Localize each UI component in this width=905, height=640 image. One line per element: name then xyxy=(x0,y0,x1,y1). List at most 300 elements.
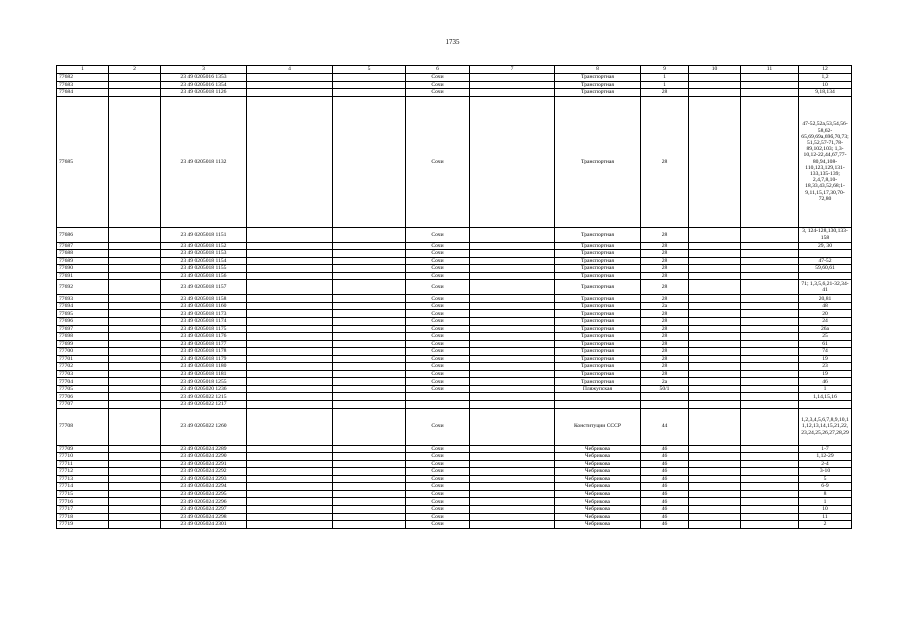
table-row xyxy=(57,348,852,356)
cell-col-5 xyxy=(333,513,406,521)
cell-col-10 xyxy=(689,401,741,409)
cell-col-9: 28 xyxy=(641,250,689,258)
cell-col-1: 77698 xyxy=(57,333,109,341)
cell-col-1: 77696 xyxy=(57,318,109,326)
cell-col-7 xyxy=(470,295,555,303)
cell-col-7 xyxy=(470,355,555,363)
cell-col-9: 44 xyxy=(641,408,689,445)
table-row xyxy=(57,310,852,318)
cell-col-11 xyxy=(741,393,799,401)
cell-col-7 xyxy=(470,468,555,476)
cell-col-9: 46 xyxy=(641,521,689,529)
cell-col-1: 77716 xyxy=(57,498,109,506)
cell-col-9: 28 xyxy=(641,96,689,227)
cell-col-11 xyxy=(741,310,799,318)
cell-col-2 xyxy=(109,468,161,476)
cell-col-7 xyxy=(470,460,555,468)
cell-col-8 xyxy=(555,393,641,401)
cell-col-10 xyxy=(689,505,741,513)
cell-col-8: Чебрикова xyxy=(555,453,641,461)
cell-col-12: 71; 1,3,5,6,21-32,34-41 xyxy=(799,280,852,295)
column-header: 4 xyxy=(247,66,333,74)
cell-col-9: 46 xyxy=(641,498,689,506)
cell-col-10 xyxy=(689,408,741,445)
cell-col-6: Сочи xyxy=(406,257,470,265)
cell-col-11 xyxy=(741,272,799,280)
cell-col-5 xyxy=(333,453,406,461)
cell-col-10 xyxy=(689,310,741,318)
cell-col-11 xyxy=(741,318,799,326)
cell-col-6: Сочи xyxy=(406,521,470,529)
table-row xyxy=(57,81,852,89)
cell-col-12: 48 xyxy=(799,302,852,310)
cell-col-12: 20 xyxy=(799,310,852,318)
cell-col-5 xyxy=(333,257,406,265)
cell-col-4 xyxy=(247,498,333,506)
cell-col-12: 19 xyxy=(799,355,852,363)
cell-col-2 xyxy=(109,453,161,461)
cell-col-2 xyxy=(109,355,161,363)
cell-col-6: Сочи xyxy=(406,505,470,513)
cell-col-1: 77685 xyxy=(57,96,109,227)
cell-col-2 xyxy=(109,333,161,341)
cell-col-8: Транспортная xyxy=(555,96,641,227)
table-row xyxy=(57,318,852,326)
cell-col-11 xyxy=(741,280,799,295)
cell-col-4 xyxy=(247,280,333,295)
cell-col-6: Сочи xyxy=(406,325,470,333)
cell-col-2 xyxy=(109,385,161,393)
cell-col-1: 77699 xyxy=(57,340,109,348)
cell-col-10 xyxy=(689,257,741,265)
cell-col-7 xyxy=(470,445,555,453)
column-header: 5 xyxy=(333,66,406,74)
cell-col-4 xyxy=(247,318,333,326)
cell-col-2 xyxy=(109,460,161,468)
cell-col-12: 74 xyxy=(799,348,852,356)
table-row xyxy=(57,468,852,476)
cell-col-7 xyxy=(470,250,555,258)
cell-col-10 xyxy=(689,81,741,89)
cell-col-10 xyxy=(689,378,741,386)
table-row xyxy=(57,333,852,341)
cell-col-5 xyxy=(333,348,406,356)
table-row xyxy=(57,340,852,348)
cell-col-8: Транспортная xyxy=(555,242,641,250)
cell-col-1: 77717 xyxy=(57,505,109,513)
cell-col-6: Сочи xyxy=(406,340,470,348)
cell-col-10 xyxy=(689,513,741,521)
cell-col-9: 28 xyxy=(641,363,689,371)
cell-col-9: 1 xyxy=(641,74,689,82)
cell-col-6: Сочи xyxy=(406,468,470,476)
cell-col-7 xyxy=(470,498,555,506)
cell-col-12: 59,60,61 xyxy=(799,265,852,273)
cell-col-6: Сочи xyxy=(406,378,470,386)
cell-col-1: 77703 xyxy=(57,370,109,378)
cell-col-6: Сочи xyxy=(406,363,470,371)
cell-col-11 xyxy=(741,385,799,393)
cell-col-12: 10 xyxy=(799,81,852,89)
cell-col-9: 28 xyxy=(641,325,689,333)
cell-col-5 xyxy=(333,265,406,273)
cell-col-7 xyxy=(470,505,555,513)
cell-col-3: 23 49 0205024 2296 xyxy=(161,498,247,506)
cell-col-5 xyxy=(333,475,406,483)
cell-col-5 xyxy=(333,355,406,363)
cell-col-3: 23 49 0205024 2301 xyxy=(161,521,247,529)
cell-col-4 xyxy=(247,250,333,258)
table-row xyxy=(57,490,852,498)
cell-col-2 xyxy=(109,401,161,409)
cell-col-12: 47-52 xyxy=(799,257,852,265)
cell-col-6: Сочи xyxy=(406,483,470,491)
cell-col-9: 28 xyxy=(641,340,689,348)
cell-col-11 xyxy=(741,333,799,341)
cell-col-12: 1,12-29 xyxy=(799,453,852,461)
cell-col-9: 46 xyxy=(641,483,689,491)
column-header: 1 xyxy=(57,66,109,74)
cell-col-9: 46 xyxy=(641,453,689,461)
cell-col-3: 23 49 0205018 1177 xyxy=(161,340,247,348)
cell-col-2 xyxy=(109,272,161,280)
table-row xyxy=(57,257,852,265)
cell-col-5 xyxy=(333,378,406,386)
cell-col-3: 23 49 0205018 1173 xyxy=(161,310,247,318)
cell-col-2 xyxy=(109,318,161,326)
cell-col-1: 77700 xyxy=(57,348,109,356)
cell-col-9: 2а xyxy=(641,378,689,386)
cell-col-8: Транспортная xyxy=(555,250,641,258)
cell-col-8: Транспортная xyxy=(555,265,641,273)
cell-col-2 xyxy=(109,74,161,82)
cell-col-9: 46 xyxy=(641,445,689,453)
cell-col-2 xyxy=(109,475,161,483)
cell-col-12: 1 xyxy=(799,498,852,506)
cell-col-4 xyxy=(247,333,333,341)
cell-col-4 xyxy=(247,385,333,393)
cell-col-3: 23 49 0205022 1260 xyxy=(161,408,247,445)
cell-col-10 xyxy=(689,96,741,227)
cell-col-11 xyxy=(741,340,799,348)
cell-col-2 xyxy=(109,302,161,310)
table-row xyxy=(57,453,852,461)
cell-col-9: 46 xyxy=(641,490,689,498)
cell-col-5 xyxy=(333,74,406,82)
column-header: 12 xyxy=(799,66,852,74)
cell-col-10 xyxy=(689,295,741,303)
cell-col-7 xyxy=(470,340,555,348)
cell-col-7 xyxy=(470,272,555,280)
cell-col-1: 77683 xyxy=(57,81,109,89)
cell-col-3: 23 49 0205018 1181 xyxy=(161,370,247,378)
cell-col-7 xyxy=(470,280,555,295)
cell-col-8: Транспортная xyxy=(555,325,641,333)
cell-col-2 xyxy=(109,513,161,521)
cell-col-5 xyxy=(333,370,406,378)
cell-col-12: 24 xyxy=(799,318,852,326)
cell-col-6: Сочи xyxy=(406,302,470,310)
cell-col-10 xyxy=(689,74,741,82)
column-header: 11 xyxy=(741,66,799,74)
cell-col-6 xyxy=(406,393,470,401)
address-register-table xyxy=(56,65,852,529)
cell-col-8: Чебрикова xyxy=(555,460,641,468)
cell-col-3: 23 49 0205018 1180 xyxy=(161,363,247,371)
cell-col-6: Сочи xyxy=(406,318,470,326)
cell-col-10 xyxy=(689,302,741,310)
cell-col-2 xyxy=(109,490,161,498)
cell-col-4 xyxy=(247,393,333,401)
cell-col-4 xyxy=(247,302,333,310)
cell-col-7 xyxy=(470,490,555,498)
cell-col-9: 46 xyxy=(641,468,689,476)
cell-col-10 xyxy=(689,250,741,258)
column-header: 2 xyxy=(109,66,161,74)
cell-col-9: 28 xyxy=(641,355,689,363)
cell-col-12: 2 xyxy=(799,521,852,529)
cell-col-10 xyxy=(689,325,741,333)
table-row xyxy=(57,355,852,363)
cell-col-4 xyxy=(247,265,333,273)
column-header: 10 xyxy=(689,66,741,74)
cell-col-2 xyxy=(109,498,161,506)
cell-col-1: 77709 xyxy=(57,445,109,453)
cell-col-11 xyxy=(741,81,799,89)
cell-col-5 xyxy=(333,460,406,468)
cell-col-6: Сочи xyxy=(406,385,470,393)
cell-col-3: 23 49 0205024 2293 xyxy=(161,475,247,483)
cell-col-1: 77712 xyxy=(57,468,109,476)
cell-col-4 xyxy=(247,325,333,333)
cell-col-8: Транспортная xyxy=(555,89,641,97)
cell-col-12: 3, 124-128,130,133-158 xyxy=(799,227,852,242)
table-row xyxy=(57,242,852,250)
cell-col-6: Сочи xyxy=(406,89,470,97)
cell-col-4 xyxy=(247,401,333,409)
cell-col-9: 28 xyxy=(641,370,689,378)
cell-col-1: 77702 xyxy=(57,363,109,371)
cell-col-4 xyxy=(247,227,333,242)
cell-col-7 xyxy=(470,333,555,341)
cell-col-2 xyxy=(109,393,161,401)
cell-col-4 xyxy=(247,295,333,303)
cell-col-6: Сочи xyxy=(406,96,470,227)
cell-col-5 xyxy=(333,401,406,409)
cell-col-5 xyxy=(333,227,406,242)
cell-col-3: 23 49 0205018 1126 xyxy=(161,89,247,97)
cell-col-10 xyxy=(689,333,741,341)
cell-col-5 xyxy=(333,490,406,498)
cell-col-3: 23 49 0205016 1353 xyxy=(161,74,247,82)
cell-col-2 xyxy=(109,370,161,378)
cell-col-3: 23 49 0205018 1179 xyxy=(161,355,247,363)
cell-col-7 xyxy=(470,408,555,445)
cell-col-9: 28 xyxy=(641,272,689,280)
cell-col-3: 23 49 0205020 1236 xyxy=(161,385,247,393)
cell-col-9: 46 xyxy=(641,505,689,513)
cell-col-11 xyxy=(741,227,799,242)
table-row xyxy=(57,74,852,82)
cell-col-12: 23 xyxy=(799,363,852,371)
cell-col-3: 23 49 0205018 1151 xyxy=(161,227,247,242)
cell-col-12: 1,2 xyxy=(799,74,852,82)
cell-col-4 xyxy=(247,483,333,491)
cell-col-3: 23 49 0205024 2297 xyxy=(161,505,247,513)
cell-col-3: 23 49 0205024 2291 xyxy=(161,460,247,468)
cell-col-11 xyxy=(741,378,799,386)
table-row xyxy=(57,521,852,529)
cell-col-7 xyxy=(470,81,555,89)
cell-col-9: 28 xyxy=(641,348,689,356)
cell-col-10 xyxy=(689,89,741,97)
cell-col-2 xyxy=(109,325,161,333)
cell-col-4 xyxy=(247,355,333,363)
cell-col-1: 77714 xyxy=(57,483,109,491)
cell-col-12: 1-7 xyxy=(799,445,852,453)
cell-col-3: 23 49 0205024 2295 xyxy=(161,490,247,498)
cell-col-9: 46 xyxy=(641,513,689,521)
cell-col-9: 1 xyxy=(641,81,689,89)
table-header-row xyxy=(57,66,852,74)
cell-col-5 xyxy=(333,302,406,310)
cell-col-10 xyxy=(689,265,741,273)
cell-col-6: Сочи xyxy=(406,475,470,483)
cell-col-7 xyxy=(470,348,555,356)
cell-col-11 xyxy=(741,453,799,461)
cell-col-4 xyxy=(247,348,333,356)
cell-col-7 xyxy=(470,385,555,393)
cell-col-1: 77691 xyxy=(57,272,109,280)
cell-col-8: Чебрикова xyxy=(555,490,641,498)
cell-col-2 xyxy=(109,483,161,491)
cell-col-6: Сочи xyxy=(406,460,470,468)
cell-col-1: 77694 xyxy=(57,302,109,310)
cell-col-2 xyxy=(109,227,161,242)
cell-col-3: 23 49 0205018 1155 xyxy=(161,265,247,273)
cell-col-12: 19 xyxy=(799,370,852,378)
cell-col-11 xyxy=(741,513,799,521)
cell-col-12: 1 xyxy=(799,385,852,393)
cell-col-8: Пляжупская xyxy=(555,385,641,393)
cell-col-5 xyxy=(333,310,406,318)
cell-col-2 xyxy=(109,89,161,97)
cell-col-1: 77718 xyxy=(57,513,109,521)
cell-col-10 xyxy=(689,340,741,348)
cell-col-4 xyxy=(247,513,333,521)
cell-col-5 xyxy=(333,89,406,97)
cell-col-4 xyxy=(247,340,333,348)
cell-col-1: 77686 xyxy=(57,227,109,242)
cell-col-5 xyxy=(333,96,406,227)
cell-col-5 xyxy=(333,498,406,506)
cell-col-4 xyxy=(247,96,333,227)
cell-col-6: Сочи xyxy=(406,513,470,521)
cell-col-10 xyxy=(689,393,741,401)
cell-col-11 xyxy=(741,521,799,529)
cell-col-11 xyxy=(741,408,799,445)
cell-col-8: Чебрикова xyxy=(555,521,641,529)
cell-col-5 xyxy=(333,445,406,453)
cell-col-12: 6-9 xyxy=(799,483,852,491)
cell-col-3: 23 49 0205018 1152 xyxy=(161,242,247,250)
cell-col-11 xyxy=(741,295,799,303)
cell-col-1: 77693 xyxy=(57,295,109,303)
cell-col-12: 61 xyxy=(799,340,852,348)
cell-col-11 xyxy=(741,475,799,483)
cell-col-10 xyxy=(689,370,741,378)
cell-col-1: 77701 xyxy=(57,355,109,363)
cell-col-11 xyxy=(741,490,799,498)
cell-col-11 xyxy=(741,505,799,513)
cell-col-1: 77690 xyxy=(57,265,109,273)
cell-col-5 xyxy=(333,468,406,476)
cell-col-4 xyxy=(247,445,333,453)
cell-col-11 xyxy=(741,265,799,273)
cell-col-4 xyxy=(247,363,333,371)
cell-col-9: 28 xyxy=(641,333,689,341)
cell-col-6: Сочи xyxy=(406,272,470,280)
cell-col-1: 77707 xyxy=(57,401,109,409)
page-number: 1735 xyxy=(445,38,460,46)
table-row xyxy=(57,475,852,483)
cell-col-12 xyxy=(799,401,852,409)
cell-col-7 xyxy=(470,318,555,326)
cell-col-12: 1,14,15,16 xyxy=(799,393,852,401)
cell-col-8: Транспортная xyxy=(555,333,641,341)
cell-col-6: Сочи xyxy=(406,333,470,341)
cell-col-10 xyxy=(689,490,741,498)
cell-col-10 xyxy=(689,355,741,363)
cell-col-2 xyxy=(109,265,161,273)
cell-col-11 xyxy=(741,355,799,363)
cell-col-1: 77715 xyxy=(57,490,109,498)
cell-col-4 xyxy=(247,490,333,498)
cell-col-6: Сочи xyxy=(406,280,470,295)
cell-col-11 xyxy=(741,445,799,453)
table-row xyxy=(57,370,852,378)
table-row xyxy=(57,325,852,333)
cell-col-7 xyxy=(470,242,555,250)
cell-col-9 xyxy=(641,393,689,401)
cell-col-12: 9,18,134 xyxy=(799,89,852,97)
cell-col-3: 23 49 0205018 1156 xyxy=(161,272,247,280)
cell-col-5 xyxy=(333,333,406,341)
cell-col-5 xyxy=(333,295,406,303)
cell-col-5 xyxy=(333,521,406,529)
cell-col-7 xyxy=(470,310,555,318)
cell-col-6: Сочи xyxy=(406,348,470,356)
cell-col-2 xyxy=(109,408,161,445)
cell-col-5 xyxy=(333,318,406,326)
cell-col-6: Сочи xyxy=(406,310,470,318)
cell-col-8: Чебрикова xyxy=(555,498,641,506)
cell-col-5 xyxy=(333,385,406,393)
cell-col-9: 28 xyxy=(641,242,689,250)
cell-col-8: Транспортная xyxy=(555,302,641,310)
cell-col-4 xyxy=(247,408,333,445)
cell-col-4 xyxy=(247,370,333,378)
cell-col-7 xyxy=(470,96,555,227)
cell-col-11 xyxy=(741,257,799,265)
cell-col-1: 77695 xyxy=(57,310,109,318)
cell-col-8: Транспортная xyxy=(555,340,641,348)
table-row xyxy=(57,378,852,386)
column-header: 3 xyxy=(161,66,247,74)
cell-col-10 xyxy=(689,227,741,242)
table-row xyxy=(57,265,852,273)
cell-col-4 xyxy=(247,460,333,468)
